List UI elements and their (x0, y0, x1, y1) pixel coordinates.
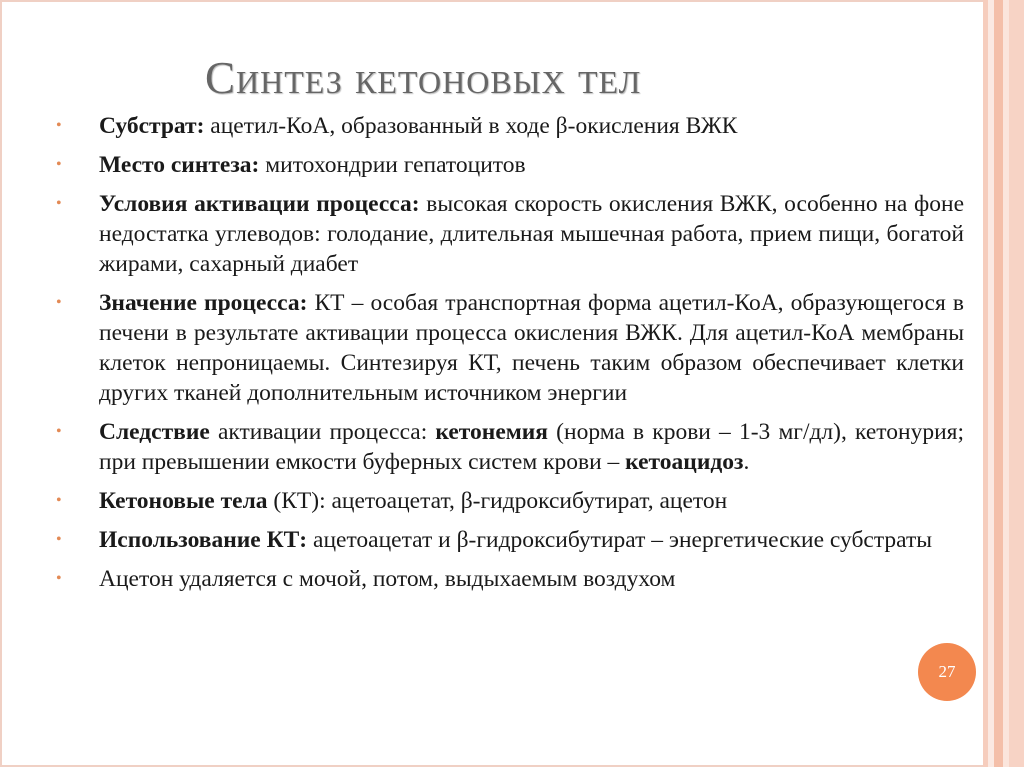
bullet-acetone-removal (56, 564, 964, 594)
bullet-icon: • (56, 195, 62, 212)
bullet-text: (норма в крови – 1-3 мг/дл), кетонурия; при превышении емкости буферных систем крови – (99, 419, 964, 475)
bullet-substrate (56, 111, 964, 141)
decorative-stripe (994, 0, 1003, 767)
bullet-heading: Условия активации процесса: (99, 191, 420, 217)
bullet-activation-conditions (56, 189, 964, 279)
bullet-text: ацетоацетат и β-гидроксибутират – энергетические субстраты (307, 527, 933, 553)
bullet-consequence (56, 417, 964, 477)
term-ketonemia: кетонемия (435, 419, 549, 445)
bullet-synthesis-site (56, 150, 964, 180)
bullet-heading: Кетоновые тела (99, 488, 268, 514)
bullet-text: митохондрии гепатоцитов (259, 152, 526, 178)
bullet-heading: Место синтеза: (99, 152, 260, 178)
bullet-icon: • (56, 423, 62, 440)
bullet-text: . (743, 449, 750, 475)
bullet-heading: Использование КТ: (99, 527, 308, 553)
bullet-text: КТ – особая транспортная форма ацетил-КоА, образующегося в печени в результате активации процесса окисления ВЖК. Для ацетил-КоА мембраны клеток непроницаемы. Синтезируя КТ, печень таким образом обеспечивает клетки других тканей дополнительным источником энергии (99, 290, 964, 406)
bullet-icon: • (56, 117, 62, 134)
bullet-text: высокая скорость окисления ВЖК, особенно на фоне недостатка углеводов: голодание, длительная мышечная работа, прием пищи, богатой жирами, сахарный диабет (99, 191, 964, 277)
bullet-text: Ацетон удаляется с мочой, потом, выдыхаемым воздухом (99, 566, 676, 592)
bullet-text: (КТ): ацетоацетат, β-гидроксибутират, ацетон (267, 488, 728, 514)
bullet-icon: • (56, 156, 62, 173)
bullet-heading: Значение процесса: (99, 290, 308, 316)
bullet-icon: • (56, 492, 62, 509)
bullet-text: ацетил-КоА, образованный в ходе β-окисления ВЖК (204, 113, 738, 139)
bullet-process-significance (56, 288, 964, 408)
slide-title: Синтез кетоновых тел (205, 53, 642, 103)
bullet-ketone-bodies (56, 486, 964, 516)
bullet-icon: • (56, 531, 62, 548)
bullet-heading: Субстрат: (99, 113, 205, 139)
bullet-heading: Следствие (99, 419, 210, 445)
page-number-badge: 27 (918, 643, 976, 701)
bullet-list (56, 111, 964, 603)
bullet-icon: • (56, 570, 62, 587)
bullet-ketone-usage (56, 525, 964, 555)
decorative-stripe (1009, 0, 1024, 767)
bullet-icon: • (56, 294, 62, 311)
term-ketoacidosis: кетоацидоз (625, 449, 744, 475)
bullet-text: активации процесса: (209, 419, 436, 445)
